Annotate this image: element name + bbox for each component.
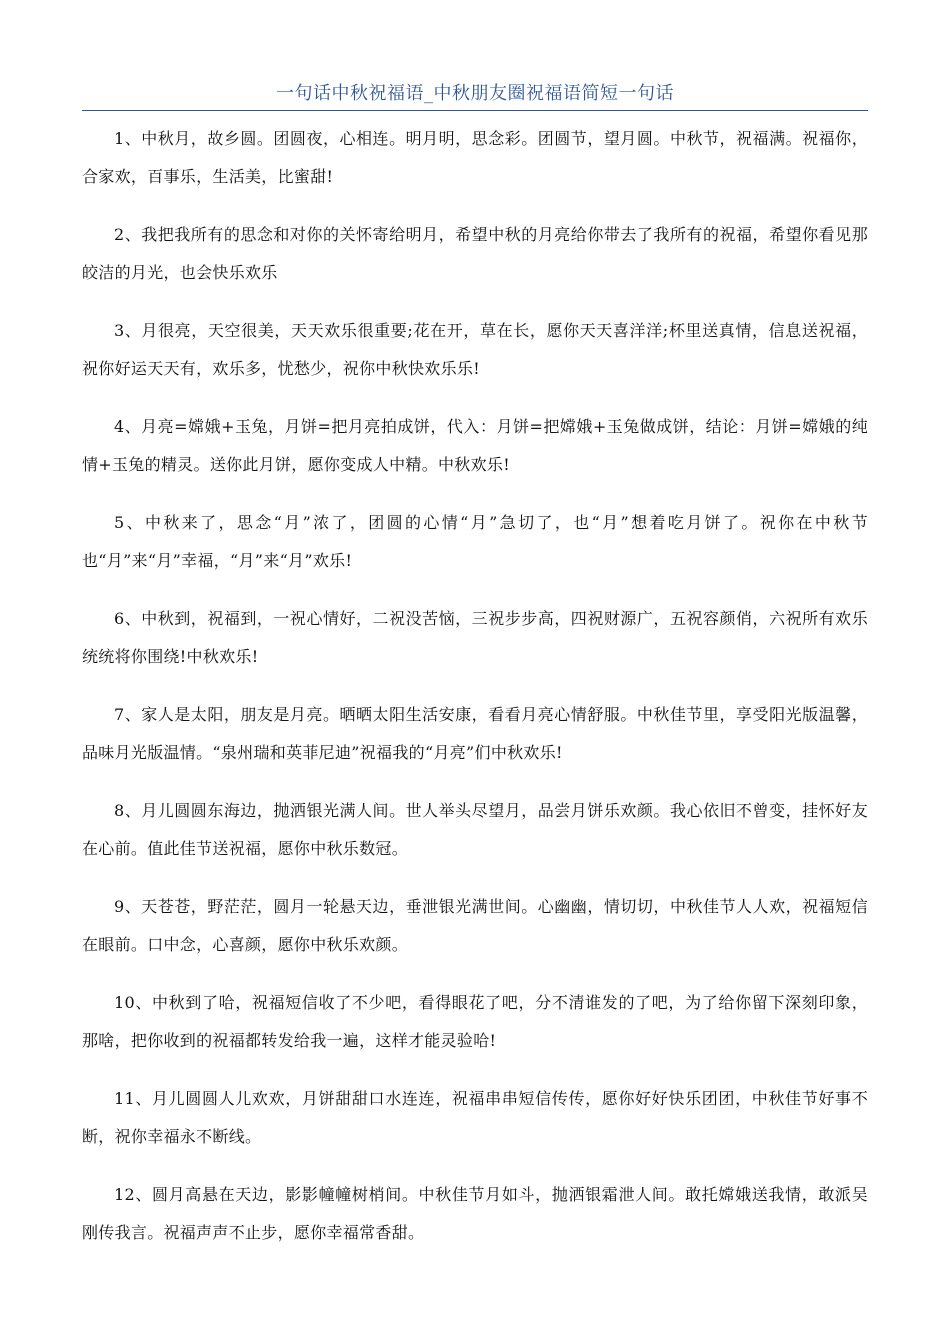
paragraph-8: 8、月儿圆圆东海边，抛洒银光满人间。世人举头尽望月，品尝月饼乐欢颜。我心依旧不曾变，挂怀好友在心前。值此佳节送祝福，愿你中秋乐数冠。 [82, 801, 868, 858]
paragraph-10: 10、中秋到了哈，祝福短信收了不少吧，看得眼花了吧，分不清谁发的了吧，为了给你留下深刻印象，那啥，把你收到的祝福都转发给我一遍，这样才能灵验哈! [82, 993, 868, 1050]
page-title: 一句话中秋祝福语_中秋朋友圈祝福语简短一句话 [276, 83, 674, 104]
paragraph-12: 12、圆月高悬在天边，影影幢幢树梢间。中秋佳节月如斗，抛洒银霜泄人间。敢托嫦娥送我情，敢派吴刚传我言。祝福声声不止步，愿你幸福常香甜。 [82, 1185, 868, 1242]
paragraph-5: 5、中秋来了，思念“月”浓了，团圆的心情“月”急切了，也“月”想着吃月饼了。祝你在中秋节也“月”来“月”幸福，“月”来“月”欢乐! [82, 513, 868, 570]
paragraph-2: 2、我把我所有的思念和对你的关怀寄给明月，希望中秋的月亮给你带去了我所有的祝福，希望你看见那皎洁的月光，也会快乐欢乐 [82, 225, 868, 282]
paragraph-3: 3、月很亮，天空很美，天天欢乐很重要;花在开，草在长，愿你天天喜洋洋;杯里送真情，信息送祝福，祝你好运天天有，欢乐多，忧愁少，祝你中秋快欢乐乐! [82, 321, 868, 378]
paragraph-9: 9、天苍苍，野茫茫，圆月一轮悬天边，垂泄银光满世间。心幽幽，情切切，中秋佳节人人欢，祝福短信在眼前。口中念，心喜颜，愿你中秋乐欢颜。 [82, 897, 868, 954]
paragraph-6: 6、中秋到，祝福到，一祝心情好，二祝没苦恼，三祝步步高，四祝财源广，五祝容颜俏，六祝所有欢乐统统将你围绕!中秋欢乐! [82, 609, 868, 666]
paragraph-1: 1、中秋月，故乡圆。团圆夜，心相连。明月明，思念彩。团圆节，望月圆。中秋节，祝福满。祝福你，合家欢，百事乐，生活美，比蜜甜! [82, 129, 868, 186]
document-body [82, 120, 868, 1272]
paragraph-11: 11、月儿圆圆人儿欢欢，月饼甜甜口水连连，祝福串串短信传传，愿你好好快乐团团，中秋佳节好事不断，祝你幸福永不断线。 [82, 1089, 868, 1146]
paragraph-4: 4、月亮=嫦娥+玉兔，月饼=把月亮拍成饼，代入：月饼=把嫦娥+玉兔做成饼，结论：月饼=嫦娥的纯情+玉兔的精灵。送你此月饼，愿你变成人中精。中秋欢乐! [82, 417, 868, 474]
paragraph-7: 7、家人是太阳，朋友是月亮。晒晒太阳生活安康，看看月亮心情舒服。中秋佳节里，享受阳光版温馨，品味月光版温情。“泉州瑞和英菲尼迪”祝福我的“月亮”们中秋欢乐! [82, 705, 868, 762]
page-header [82, 82, 868, 111]
